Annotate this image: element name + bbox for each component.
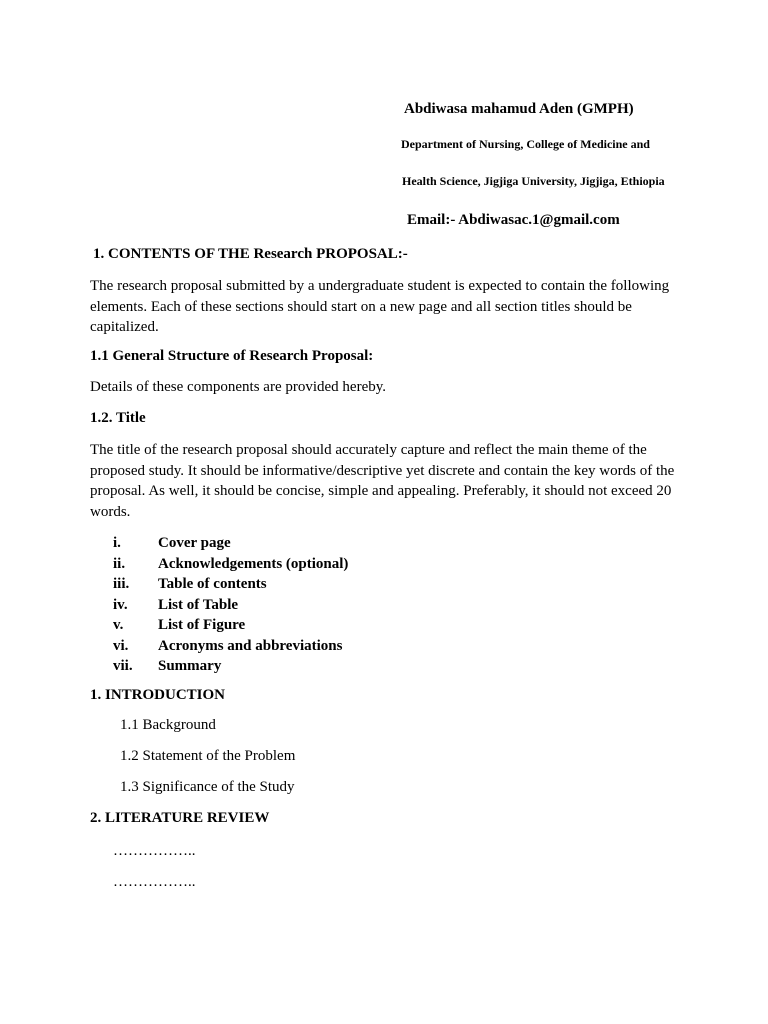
department-line-2: Health Science, Jigjiga University, Jigjiga, Ethiopia: [402, 174, 665, 188]
list-item: [113, 574, 348, 595]
contents-heading: 1. CONTENTS OF THE Research PROPOSAL:-: [93, 246, 408, 262]
title-section-heading: 1.2. Title: [90, 410, 146, 426]
list-item: [113, 636, 348, 657]
list-item-number: ii.: [113, 555, 126, 572]
title-section-paragraph: The title of the research proposal should accurately capture and reflect the main theme of the proposed study. It should be informative/descriptive yet discrete and contain the key words of the proposal. As well, it should be concise, simple and appealing. Preferably, it should not exceed 20 words.: [90, 442, 675, 520]
list-item-number: v.: [113, 617, 124, 633]
list-item-number: i.: [113, 535, 121, 551]
author-name: Abdiwasa mahamud Aden (GMPH): [404, 101, 634, 117]
list-item-label: Acknowledgements (optional): [158, 555, 349, 572]
list-item: [113, 554, 348, 575]
author-email: Email:- Abdiwasac.1@gmail.com: [407, 212, 620, 228]
introduction-item-background: 1.1 Background: [120, 717, 216, 733]
list-item-label: List of Table: [158, 596, 239, 613]
general-structure-details: Details of these components are provided hereby.: [90, 379, 387, 395]
list-item-label: Table of contents: [158, 576, 267, 592]
list-item-label: Summary: [158, 658, 222, 674]
contents-intro-paragraph: The research proposal submitted by a undergraduate student is expected to contain the following elements. Each of these sections should start on a new page and all section titles should be capitalized.: [90, 278, 670, 335]
list-item-label: List of Figure: [158, 617, 246, 633]
list-item: [113, 656, 348, 677]
list-item-number: vi.: [113, 637, 129, 654]
front-matter-list: [113, 533, 348, 677]
literature-placeholder-2: ……………..: [113, 874, 196, 890]
list-item-number: vii.: [113, 658, 133, 674]
list-item: [113, 533, 348, 554]
introduction-item-significance: 1.3 Significance of the Study: [120, 779, 295, 795]
literature-review-heading: 2. LITERATURE REVIEW: [90, 810, 270, 826]
list-item-label: Cover page: [158, 535, 231, 551]
list-item: [113, 595, 348, 616]
list-item: [113, 615, 348, 636]
general-structure-heading: 1.1 General Structure of Research Proposal:: [90, 348, 374, 364]
list-item-number: iv.: [113, 596, 128, 613]
introduction-heading: 1. INTRODUCTION: [90, 687, 226, 703]
literature-placeholder-1: ……………..: [113, 843, 196, 859]
list-item-number: iii.: [113, 576, 130, 592]
department-line-1: Department of Nursing, College of Medicine and: [401, 137, 650, 151]
list-item-label: Acronyms and abbreviations: [158, 637, 343, 654]
introduction-item-problem: 1.2 Statement of the Problem: [120, 748, 296, 764]
